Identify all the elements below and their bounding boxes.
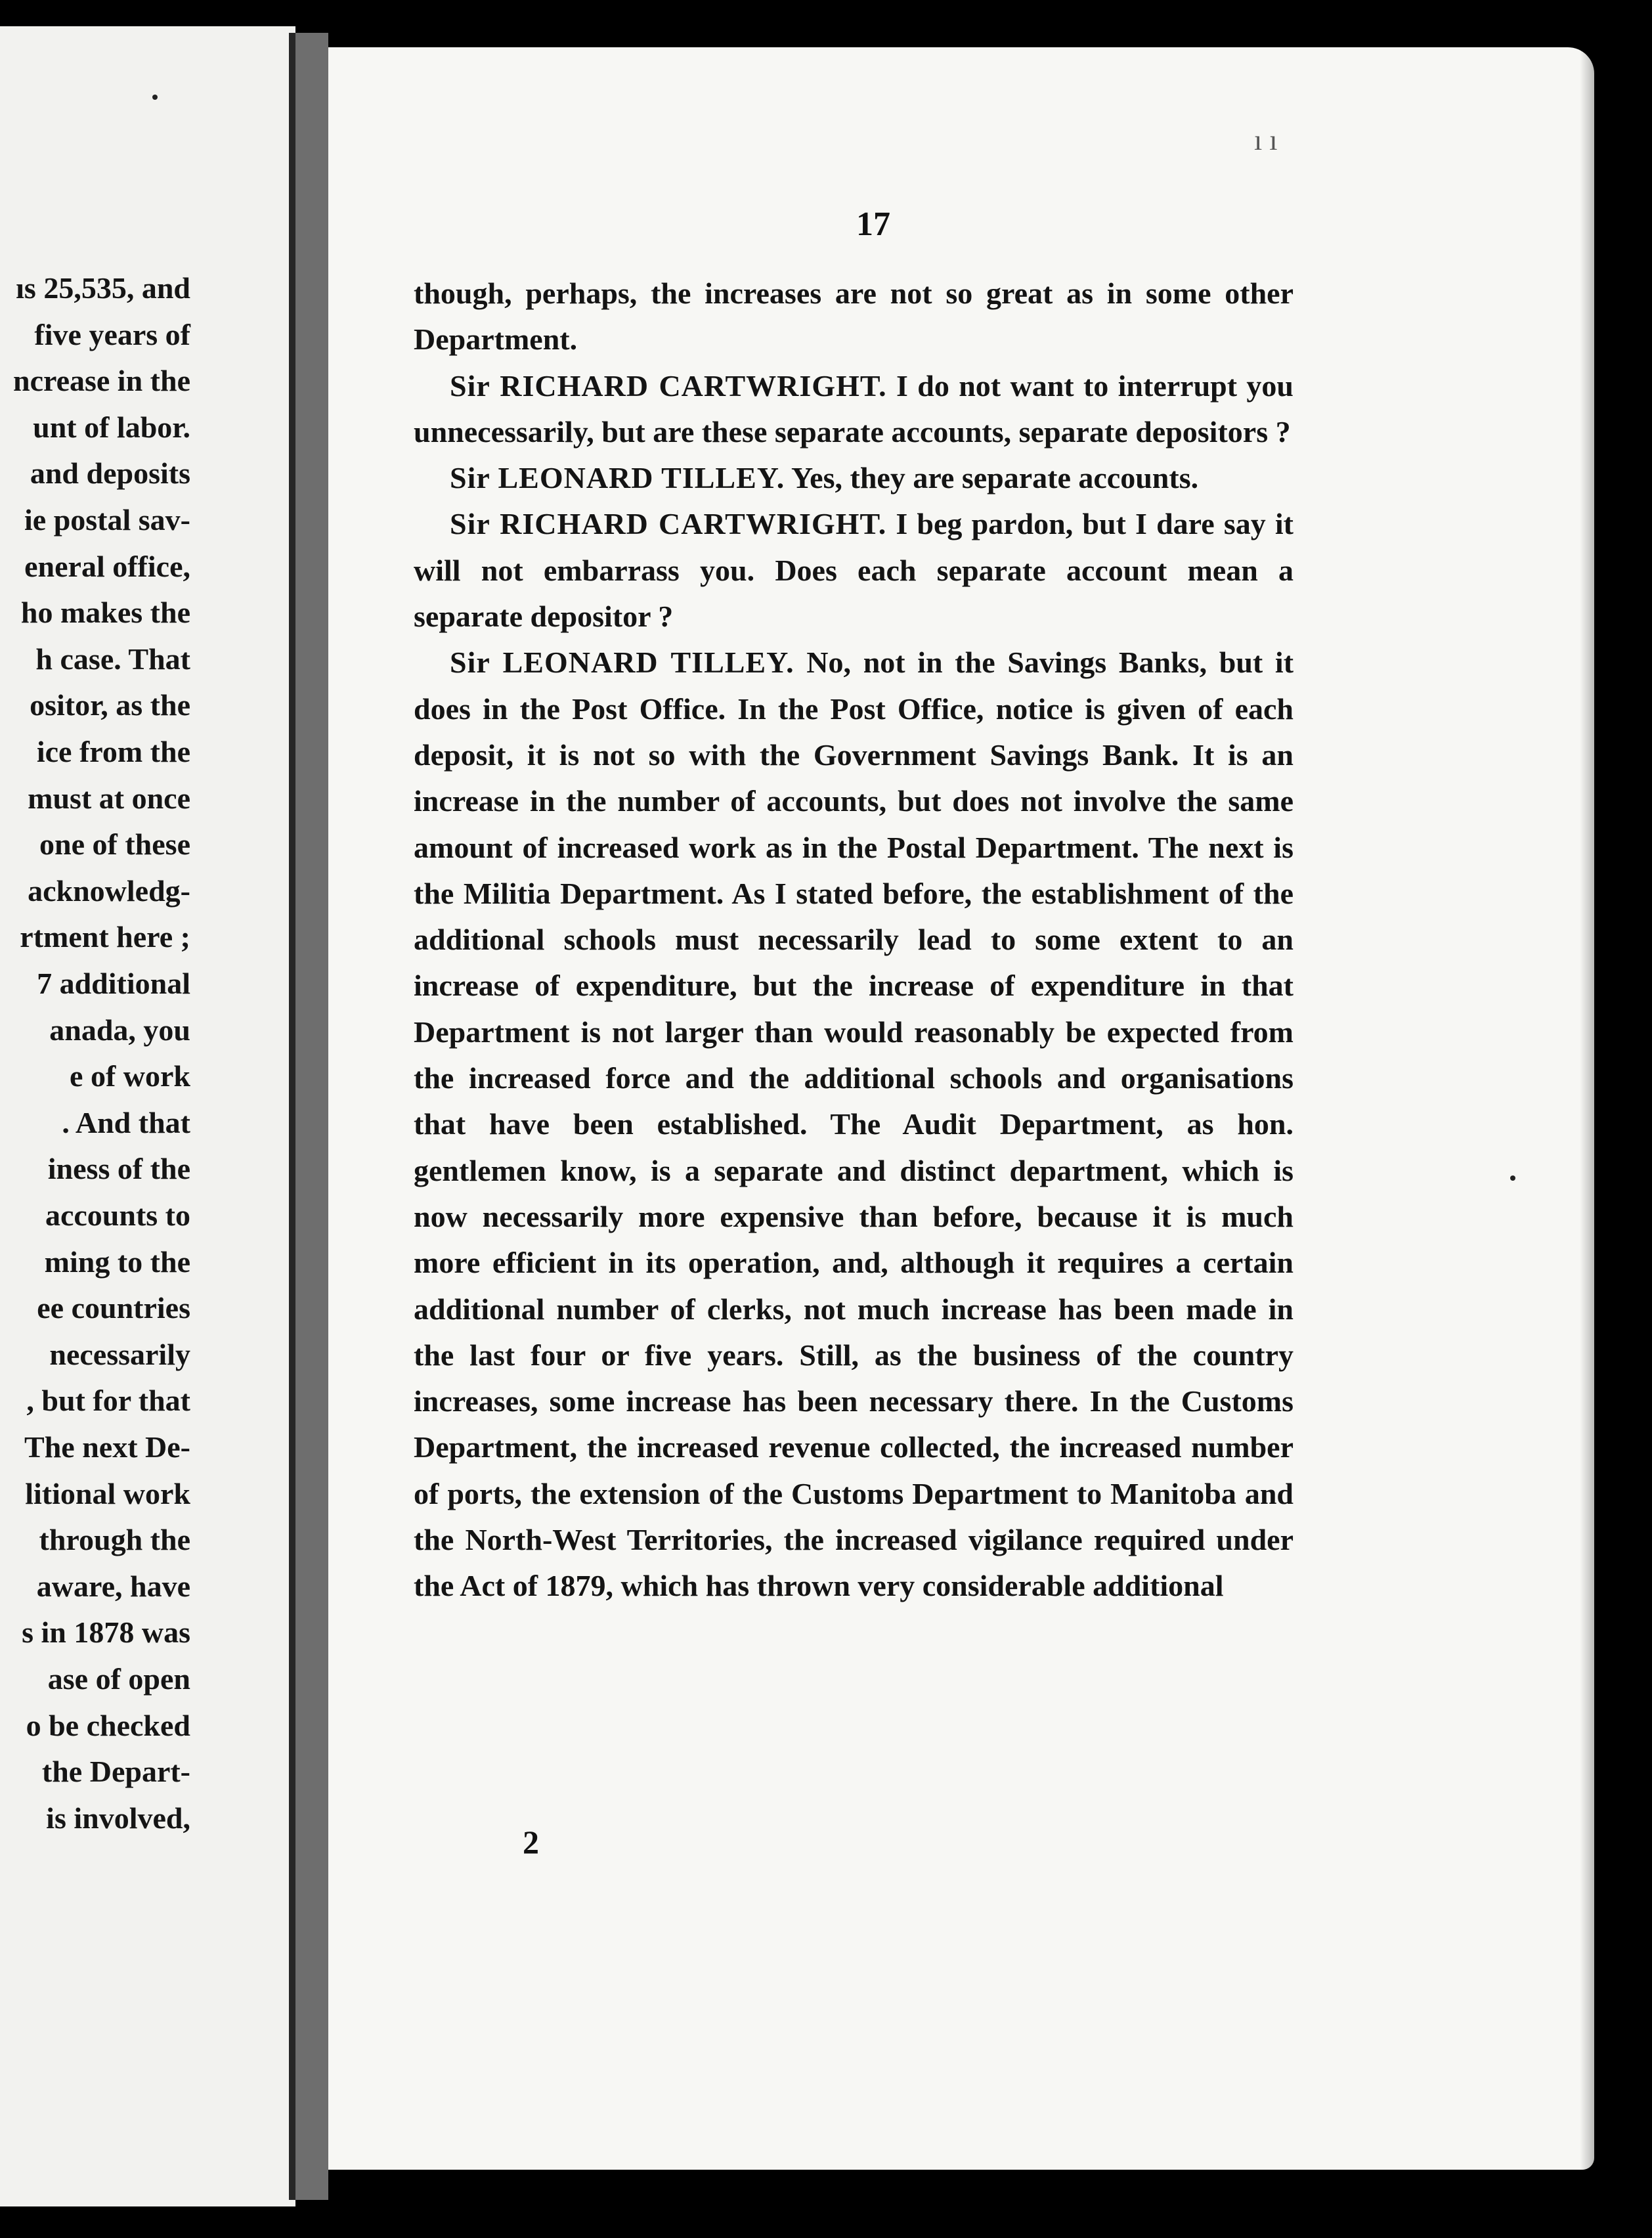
paragraph-text: Yes, they are separate accounts.: [785, 461, 1199, 495]
left-page-line: ice from the: [36, 735, 190, 768]
left-page-line: anada, you: [49, 1013, 190, 1047]
left-page-line: o be checked: [26, 1708, 190, 1742]
left-page-line: s in 1878 was: [22, 1615, 190, 1650]
left-page-line: acknowledg-: [28, 873, 190, 908]
left-page-line: five years of: [34, 317, 190, 351]
left-page-line: unt of labor.: [33, 410, 190, 444]
left-page-line: ho makes the: [20, 596, 190, 630]
left-page-line: litional work: [25, 1476, 190, 1510]
right-page: [328, 47, 1594, 2170]
left-page-line: through the: [39, 1523, 190, 1557]
paragraph-text: No, not in the Savings Banks, but it does in the Post Office. In the Post Office, notice is given of each deposit, it is not so with the Government Savings Bank. It is an increase in the number of accounts, but does not involve the same amount of increased work as in the Postal Department. The next is the Militia Department. As I stated before, the establishment of the additional schools must necessarily lead to some extent to an increase of expenditure, but the increase of expenditure in that Department is not larger than would reasonably be expected from the increased force and the additional schools and organisations that have been established. The Audit Department, as hon. gentlemen know, is a separate and distinct department, which is now necessarily more expensive than before, because it is much more efficient in its operation, and, although it requires a certain additional number of clerks, not much increase has been made in the last four or five years. Still, as the business of the country increases, some increase has been necessary there. In the Customs Department, the increased revenue collected, the increased number of ports, the extension of the Customs Department to Manitoba and the North-West Territories, the increased vigilance required under the Act of 1879, which has thrown very considerable additional: [414, 646, 1294, 1603]
left-page-line: the Depart-: [41, 1755, 190, 1789]
paragraph: [414, 363, 1293, 456]
signature-mark: 2: [523, 1824, 539, 1860]
paragraph: [414, 271, 1293, 363]
paragraph: [414, 455, 1293, 501]
left-page-line: accounts to: [45, 1198, 190, 1232]
speaker-name: Sir RICHARD CARTWRIGHT.: [450, 507, 887, 541]
left-page-line: aware, have: [36, 1569, 190, 1603]
left-page-line: 7 additional: [37, 967, 190, 1000]
ink-speck: [152, 95, 158, 100]
left-page-line: ee countries: [37, 1291, 190, 1325]
paragraph-text: I beg pardon, but I dare say it will not embarrass you. Does each separate account mean a separate depositor ?: [414, 507, 1293, 634]
left-page-line: ositor, as the: [30, 688, 190, 722]
left-page-line: ie postal sav-: [24, 503, 190, 537]
left-page-line: rtment here ;: [20, 920, 190, 954]
paragraph-text: though, perhaps, the increases are not so great as in some other Department.: [414, 276, 1293, 357]
left-page-line: iness of the: [47, 1152, 190, 1186]
left-page-line: and deposits: [30, 456, 190, 491]
paragraph: [414, 640, 1293, 1609]
page-number: 17: [856, 206, 890, 243]
left-page-line: ase of open: [47, 1662, 190, 1696]
left-page-line: h case. That: [35, 642, 190, 676]
speaker-name: Sir LEONARD TILLEY.: [450, 461, 785, 495]
left-page-line: , but for that: [26, 1384, 190, 1418]
left-facing-page: [0, 26, 295, 2206]
left-page-line: is involved,: [46, 1801, 190, 1835]
left-page-line: The next De-: [24, 1430, 190, 1464]
left-page-line: ming to the: [44, 1244, 190, 1279]
left-page-line: must at once: [28, 781, 190, 815]
left-page-line: one of these: [39, 827, 190, 862]
left-page-line: ıs 25,535, and: [16, 271, 190, 305]
speaker-name: Sir RICHARD CARTWRIGHT.: [450, 368, 887, 403]
corner-marks: ı ı: [1254, 124, 1278, 156]
paragraph-text: I do not want to interrupt you unnecessarily, but are these separate accounts, separate depositors ?: [414, 368, 1294, 449]
left-page-line: . And that: [62, 1105, 190, 1139]
left-page-line: ncrease in the: [12, 364, 190, 398]
page-body: [414, 271, 1293, 1610]
left-page-line: necessarily: [49, 1337, 190, 1371]
speaker-name: Sir LEONARD TILLEY.: [450, 646, 794, 680]
ink-speck: [1510, 1175, 1515, 1181]
book-gutter: [295, 33, 328, 2200]
left-page-line: e of work: [70, 1059, 190, 1093]
left-page-line: eneral office,: [24, 549, 190, 583]
paragraph: [414, 501, 1293, 640]
